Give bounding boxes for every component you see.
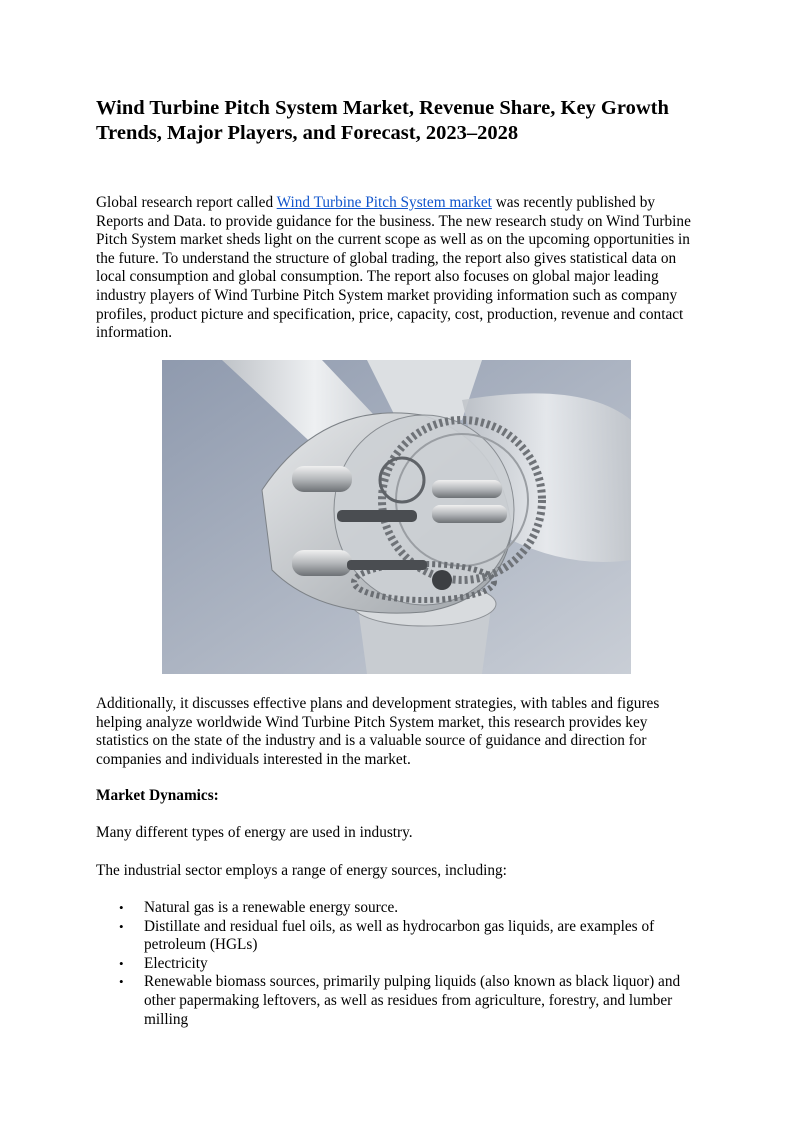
intro-paragraph	[96, 194, 698, 343]
pitch-system-illustration	[162, 360, 631, 674]
list-item: • Natural gas is a renewable energy source.	[119, 899, 399, 916]
intro-text-after: was recently published by Reports and Data. to provide guidance for the business. The new research study on Wind Turbine Pitch System market sheds light on the current scope as well as on the upcoming opportunities in the future. To understand the structure of global trading, the report also gives statistical data on local consumption and global consumption. The report also focuses on global major leading industry players of Wind Turbine Pitch System market providing information such as company profiles, product picture and specification, price, capacity, cost, production, revenue and contact information.	[96, 194, 691, 342]
market-report-link[interactable]: Wind Turbine Pitch System market	[276, 194, 492, 211]
market-dynamics-heading: Market Dynamics:	[96, 787, 219, 804]
bullet-icon: •	[119, 900, 124, 915]
list-item: • Renewable biomass sources, primarily pulping liquids (also known as black liquor) and other papermaking leftovers, as well as residues from agriculture, forestry, and lumber milling	[119, 973, 681, 1028]
list-item: • Distillate and residual fuel oils, as well as hydrocarbon gas liquids, are examples of petroleum (HGLs)	[119, 917, 655, 954]
energy-types-paragraph: Many different types of energy are used in industry.	[96, 824, 413, 841]
energy-sources-list	[96, 899, 698, 1029]
intro-text-before: Global research report called	[96, 194, 277, 211]
bullet-icon: •	[119, 974, 124, 990]
bullet-icon: •	[119, 955, 124, 971]
page-title: Wind Turbine Pitch System Market, Revenue Share, Key Growth Trends, Major Players, and Forecast, 2023–2028	[96, 97, 669, 144]
energy-sources-intro: The industrial sector employs a range of energy sources, including:	[96, 862, 507, 879]
bullet-icon: •	[119, 918, 124, 934]
analysis-paragraph: Additionally, it discusses effective plans and development strategies, with tables and figures helping analyze worldwide Wind Turbine Pitch System market, this research provides key statistics on the state of the industry and is a valuable source of guidance and direction for companies and individuals interested in the market.	[96, 695, 660, 768]
list-item: • Electricity	[119, 954, 208, 972]
